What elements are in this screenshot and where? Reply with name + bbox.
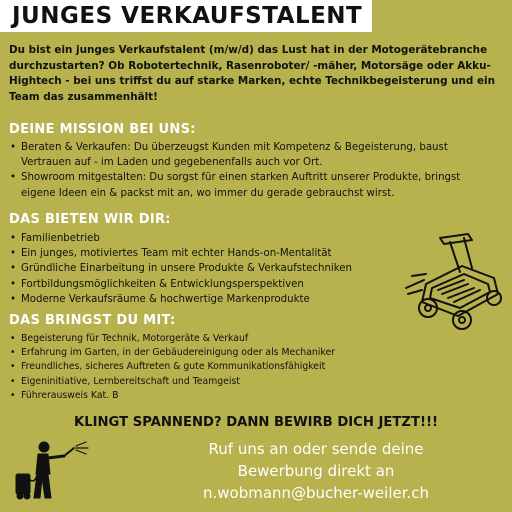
call-to-action: KLINGT SPANNEND? DANN BEWIRB DICH JETZT!!!	[73, 415, 438, 430]
contact-line-1: Ruf uns an oder sende deine	[208, 440, 424, 458]
list-item: • Familienbetrieb	[9, 231, 409, 246]
list-item: • Gründliche Einarbeitung in unsere Produkte & Verkaufstechniken	[9, 261, 409, 276]
requirements-list	[9, 332, 439, 403]
section-heading-mission: DEINE MISSION BEI UNS:	[9, 122, 196, 137]
lawn-mower-icon	[402, 232, 506, 332]
section-heading-requirements: DAS BRINGST DU MIT:	[9, 313, 176, 328]
list-item: • Erfahrung im Garten, in der Gebäudereinigung oder als Mechaniker	[9, 346, 439, 360]
section-heading-offer: DAS BIETEN WIR DIR:	[9, 212, 171, 227]
contact-email[interactable]: n.wobmann@bucher-weiler.ch	[202, 484, 430, 502]
list-item: • Eigeninitiative, Lernbereitschaft und Teamgeist	[9, 375, 439, 389]
intro-text: Du bist ein junges Verkaufstalent (m/w/d) das Lust hat in der Motogerätebranche durchzustarten? Ob Robotertechnik, Rasenroboter/ -mäher, Motorsäge oder Akku-Hightech - bei uns triffst du auf starke Marken, echte Technikbegeisterung und ein Team das zusammenhält!	[9, 44, 495, 103]
mission-list	[9, 140, 489, 201]
list-item: • Fortbildungsmöglichkeiten & Entwicklungsperspektiven	[9, 277, 409, 292]
page-title: JUNGES VERKAUFSTALENT	[12, 3, 363, 29]
title-banner	[0, 0, 372, 32]
list-item: • Freundliches, sicheres Auftreten & gute Kommunikationsfähigkeit	[9, 360, 439, 374]
list-item: • Führerausweis Kat. B	[9, 389, 439, 403]
list-item: • Moderne Verkaufsräume & hochwertige Markenprodukte	[9, 292, 409, 307]
contact-line-2: Bewerbung direkt an	[237, 462, 395, 480]
list-item: • Beraten & Verkaufen: Du überzeugst Kunden mit Kompetenz & Begeisterung, baust Vertrauen auf - im Laden und gegebenenfalls auch vor Ort.	[9, 140, 489, 170]
contact-block	[130, 438, 502, 504]
list-item: • Showroom mitgestalten: Du sorgst für einen starken Auftritt unserer Produkte, bringst eigene Ideen ein & packst mit an, wo immer du gerade gebrauchst wirst.	[9, 170, 489, 200]
list-item: • Begeisterung für Technik, Motorgeräte & Verkauf	[9, 332, 439, 346]
list-item: • Ein junges, motiviertes Team mit echter Hands-on-Mentalität	[9, 246, 409, 261]
pressure-washer-icon	[14, 440, 90, 502]
offer-list	[9, 231, 409, 307]
